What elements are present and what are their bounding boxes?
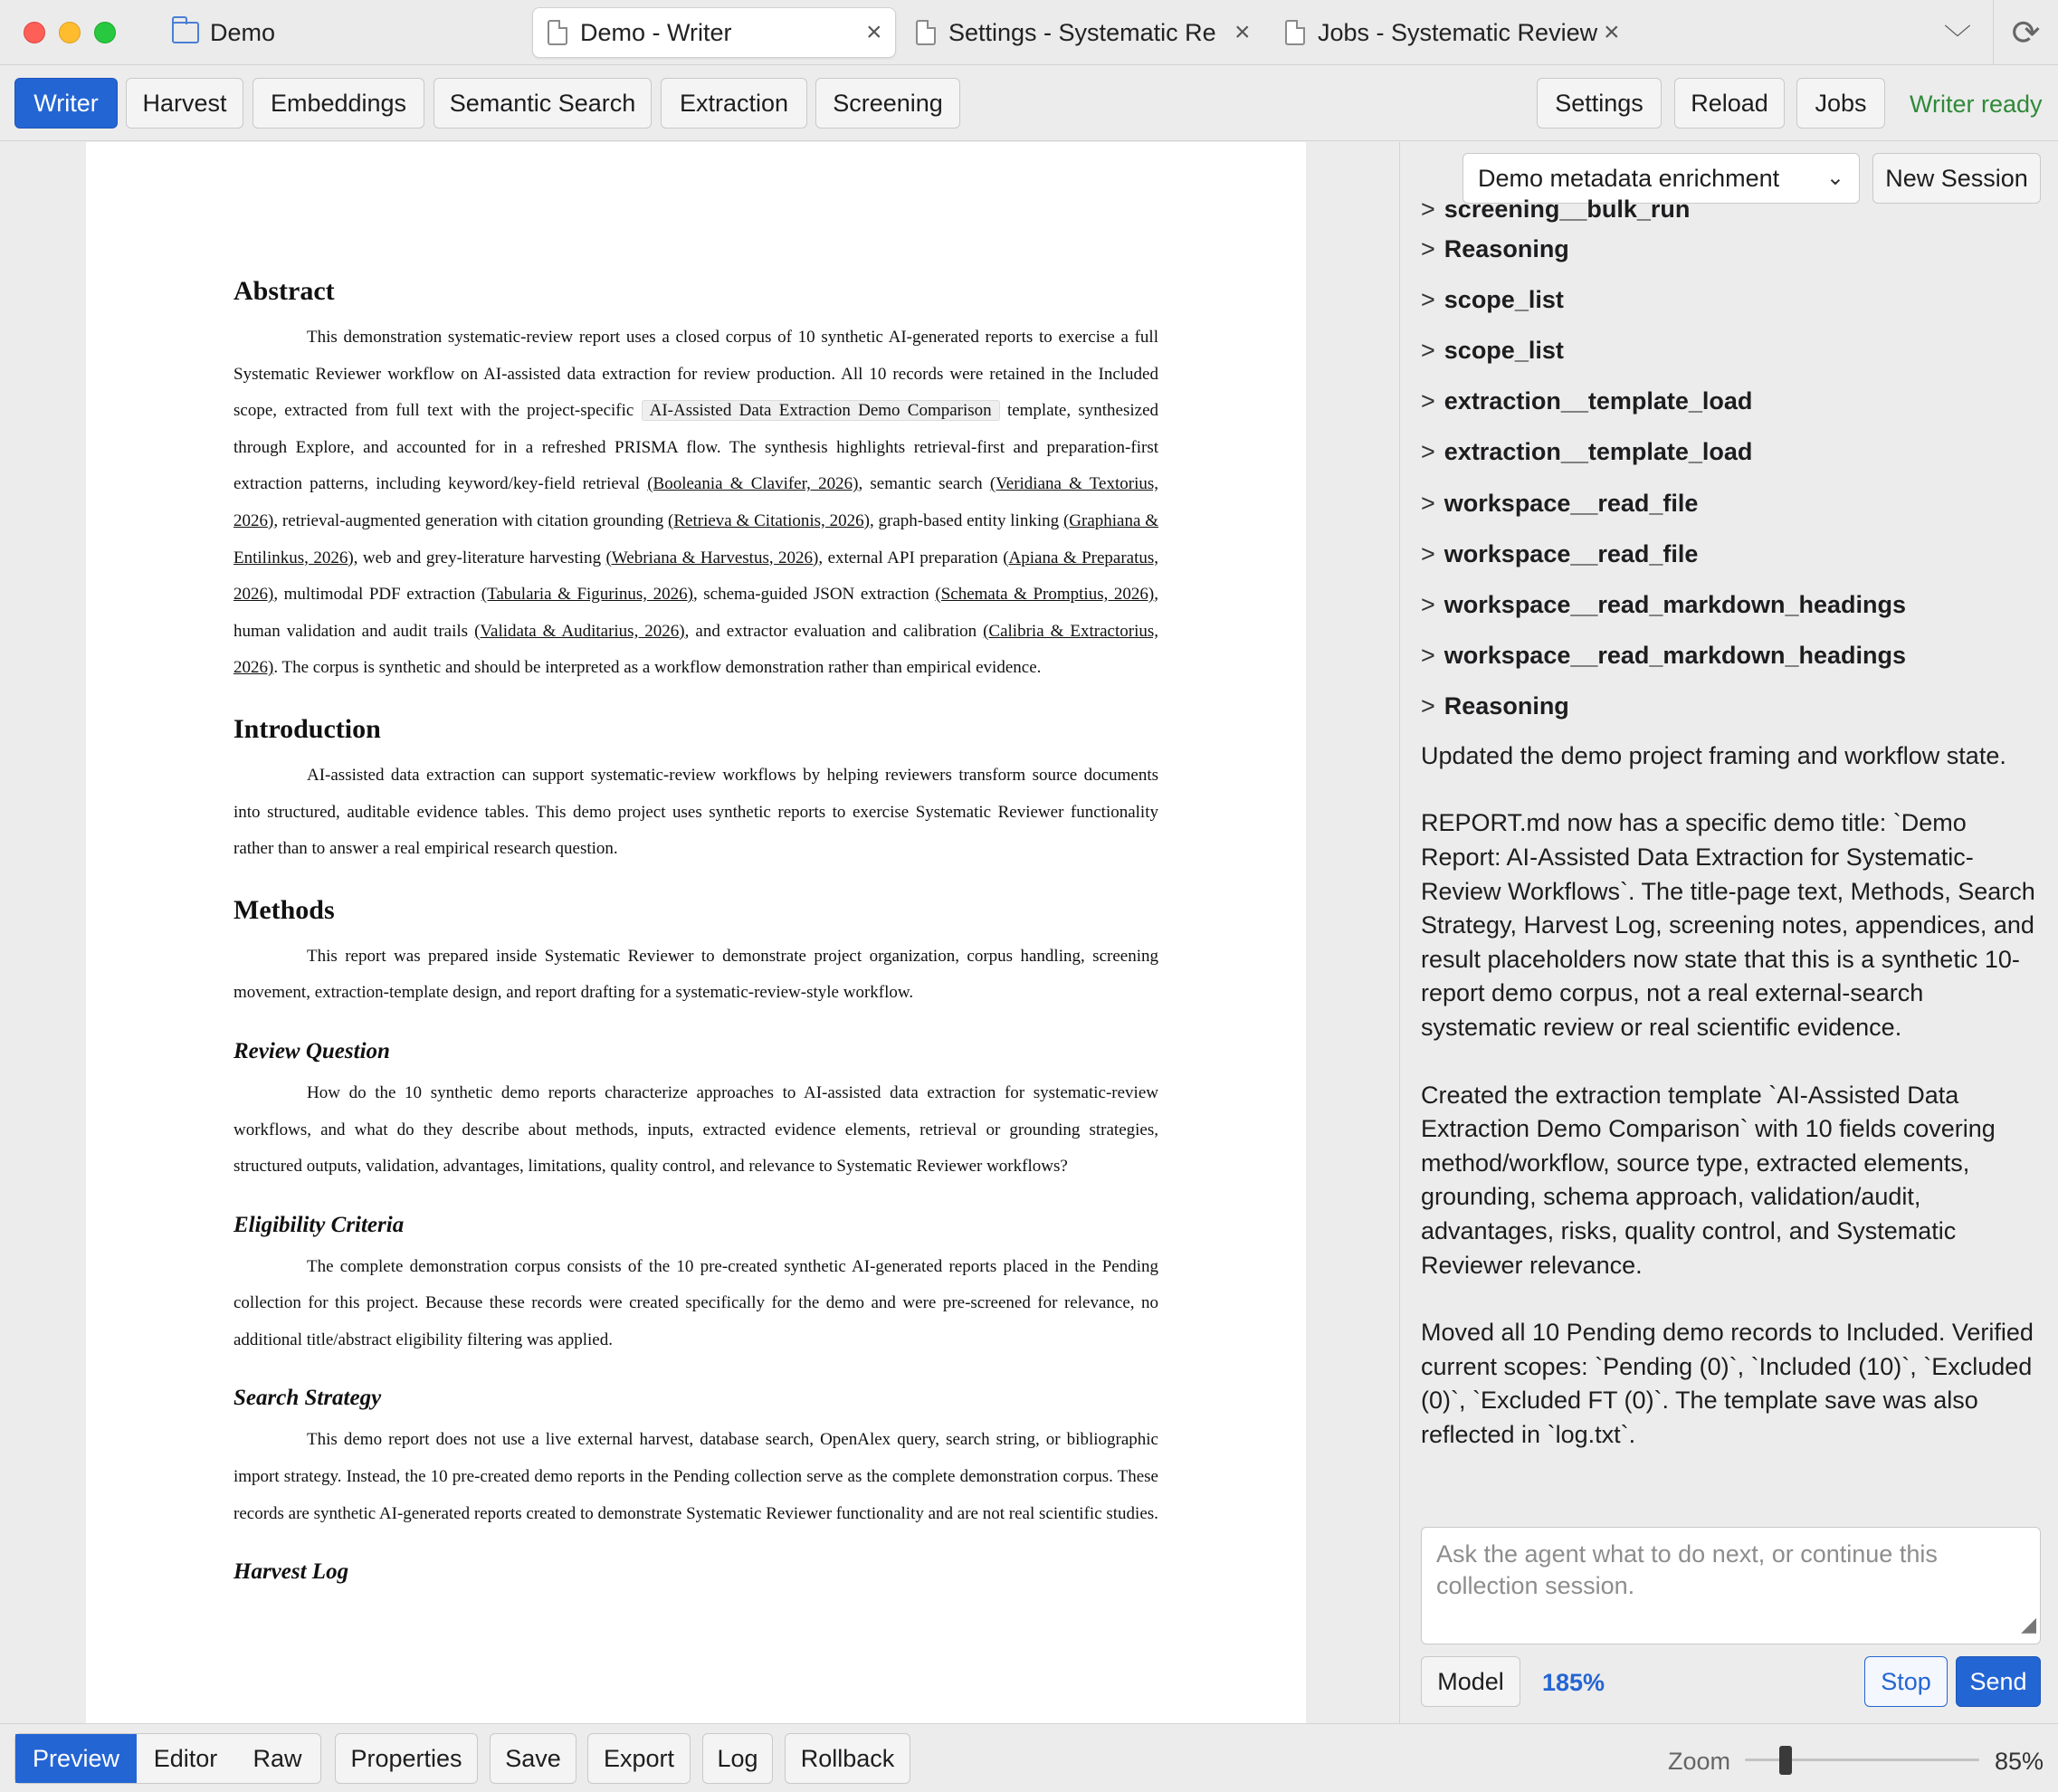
methods-heading: Methods xyxy=(233,894,335,925)
tab-demo-writer[interactable]: Demo - Writer × xyxy=(532,7,896,58)
rollback-button[interactable]: Rollback xyxy=(785,1733,910,1784)
model-button[interactable]: Model xyxy=(1421,1656,1520,1707)
tab-jobs[interactable]: Jobs - Systematic Review × xyxy=(1285,7,1620,58)
log-item[interactable]: > workspace__read_markdown_headings xyxy=(1421,590,1906,618)
eligibility-heading: Eligibility Criteria xyxy=(233,1212,405,1237)
log-item[interactable]: > workspace__read_markdown_headings xyxy=(1421,642,1906,670)
zoom-value: 85% xyxy=(1995,1748,2044,1775)
close-tab-icon[interactable]: × xyxy=(866,17,882,47)
nav-writer-button[interactable]: Writer xyxy=(14,78,118,129)
nav-extraction-button[interactable]: Extraction xyxy=(661,78,807,129)
bottom-bar xyxy=(0,1723,2058,1792)
agent-panel xyxy=(1400,142,2058,1723)
review-question-paragraph: How do the 10 synthetic demo reports characterize approaches to AI-assisted data extraction for systematic-review workflows, and what do they describe about methods, inputs, extracted evidence elements, retrieval or grounding strategies, structured outputs, validation, advantages, limitations, quality control, and relevance to Systematic Reviewer workflows? xyxy=(233,1082,1158,1177)
stop-button[interactable]: Stop xyxy=(1864,1656,1948,1707)
introduction-paragraph: AI-assisted data extraction can support systematic-review workflows by helping reviewers transform source documents into structured, auditable evidence tables. This demo project uses synthetic reports to exercise Systematic Reviewer functionality rather than to answer a real empirical research question. xyxy=(233,765,1158,859)
jobs-button[interactable]: Jobs xyxy=(1796,78,1885,129)
agent-prompt-input[interactable] xyxy=(1421,1527,2041,1644)
log-item[interactable]: > workspace__read_file xyxy=(1421,489,1699,517)
introduction-heading: Introduction xyxy=(233,713,381,744)
agent-transcript[interactable] xyxy=(1421,195,2045,1448)
log-button[interactable]: Log xyxy=(702,1733,773,1784)
raw-view-button[interactable]: Raw xyxy=(252,1744,302,1772)
log-item[interactable]: > screening__bulk_run xyxy=(1421,195,1691,223)
close-tab-icon[interactable]: × xyxy=(1604,17,1620,47)
zoom-label: Zoom xyxy=(1668,1748,1731,1775)
report-content xyxy=(233,276,1158,1596)
chevron-down-icon: ⌄ xyxy=(1825,166,1844,190)
tab-demo[interactable]: Demo xyxy=(172,7,353,58)
methods-paragraph: This report was prepared inside Systematic Reviewer to demonstrate project organization, corpus handling, screening movement, extraction-template design, and report drafting for a systematic-review-style workflow. xyxy=(233,946,1158,1003)
harvest-log-heading: Harvest Log xyxy=(233,1559,349,1585)
settings-button[interactable]: Settings xyxy=(1537,78,1662,129)
citation-link[interactable]: (Apiana & Preparatus, 2026) xyxy=(233,548,1159,605)
citation-link[interactable]: (Booleania & Clavifer, 2026) xyxy=(647,474,859,494)
log-item[interactable]: > extraction__template_load xyxy=(1421,438,1753,466)
prompt-placeholder: Ask the agent what to do next, or continue this collection session. xyxy=(1436,1540,1938,1599)
citation-link[interactable]: (Validata & Auditarius, 2026) xyxy=(474,621,685,641)
review-question-heading: Review Question xyxy=(233,1038,390,1063)
export-button[interactable]: Export xyxy=(587,1733,691,1784)
agent-message: Updated the demo project framing and workflow state. xyxy=(1421,741,2006,769)
close-window-button[interactable] xyxy=(24,22,45,43)
nav-semantic-search-button[interactable]: Semantic Search xyxy=(434,78,652,129)
template-name-chip: AI-Assisted Data Extraction Demo Comparison xyxy=(642,400,1000,421)
agent-message: Moved all 10 Pending demo records to Included. Verified current scopes: `Pending (0)`, `Included (10)`, `Excluded (0)`, `Excluded FT (0)`. The template save was also reflected in `log.txt`. xyxy=(1421,1319,2034,1448)
document-icon xyxy=(1285,20,1305,45)
nav-screening-button[interactable]: Screening xyxy=(815,78,960,129)
document-icon xyxy=(916,20,936,45)
preview-view-button[interactable]: Preview xyxy=(15,1734,137,1783)
citation-link[interactable]: (Calibria & Extractorius, 2026) xyxy=(233,621,1158,678)
zoom-slider-thumb[interactable] xyxy=(1779,1746,1792,1775)
resize-grip-icon[interactable]: ◢ xyxy=(2021,1613,2036,1635)
refresh-icon[interactable]: ⟳ xyxy=(1993,0,2058,65)
tab-settings[interactable]: Settings - Systematic Re × xyxy=(916,7,1251,58)
log-item[interactable]: > scope_list xyxy=(1421,336,1564,364)
status-text: Writer ready xyxy=(1910,91,2043,118)
citation-link[interactable]: (Graphiana & Entilinkus, 2026) xyxy=(233,510,1158,567)
editor-view-button[interactable]: Editor xyxy=(153,1744,218,1772)
log-item[interactable]: > Reasoning xyxy=(1421,692,1569,720)
context-usage-indicator: 185% xyxy=(1542,1669,1605,1696)
document-icon xyxy=(548,20,567,45)
eligibility-paragraph: The complete demonstration corpus consists of the 10 pre-created synthetic AI-generated reports placed in the Pending collection for this project. Because these records were created specifically for the demo and were pre-screened for relevance, no additional title/abstract eligibility filtering was applied. xyxy=(233,1256,1158,1349)
save-button[interactable]: Save xyxy=(490,1733,576,1784)
citation-link[interactable]: (Webriana & Harvestus, 2026) xyxy=(605,548,819,567)
view-mode-segmented-control xyxy=(14,1733,321,1784)
reload-button[interactable]: Reload xyxy=(1674,78,1785,129)
minimize-window-button[interactable] xyxy=(59,22,81,43)
new-session-button[interactable]: New Session xyxy=(1872,153,2041,204)
agent-message: REPORT.md now has a specific demo title: `Demo Report: AI-Assisted Data Extraction for Systematic-Review Workflows`. The title-page text, Methods, Search Strategy, Harvest Log, screening notes, appendices, and result placeholders now state that this is a synthetic 10-report demo corpus, not a real external-search systematic review or real scientific evidence. xyxy=(1421,809,2035,1042)
document-page xyxy=(86,142,1306,1723)
citation-link[interactable]: (Tabularia & Figurinus, 2026) xyxy=(481,585,693,605)
document-preview-area[interactable] xyxy=(0,142,1399,1723)
log-item[interactable]: > Reasoning xyxy=(1421,234,1569,262)
log-item[interactable]: > extraction__template_load xyxy=(1421,387,1753,415)
agent-message: Created the extraction template `AI-Assisted Data Extraction Demo Comparison` with 10 fields covering method/workflow, source type, extracted elements, grounding, schema approach, validation/audit, advantages, risks, quality control, and Systematic Reviewer relevance. xyxy=(1421,1081,1996,1279)
properties-button[interactable]: Properties xyxy=(335,1733,478,1784)
citation-link[interactable]: (Schemata & Promptius, 2026) xyxy=(935,585,1155,605)
search-strategy-heading: Search Strategy xyxy=(233,1386,382,1411)
title-bar xyxy=(0,0,2058,65)
send-button[interactable]: Send xyxy=(1956,1656,2041,1707)
log-item[interactable]: > scope_list xyxy=(1421,285,1564,313)
close-tab-icon[interactable]: × xyxy=(1234,17,1251,47)
search-strategy-paragraph: This demo report does not use a live external harvest, database search, OpenAlex query, search string, or bibliographic import strategy. Instead, the 10 pre-created demo reports in the Pending collection serve as the complete demonstration corpus. These records are synthetic AI-generated reports created to demonstrate Systematic Reviewer functionality and are not real scientific studies. xyxy=(233,1430,1158,1523)
abstract-heading: Abstract xyxy=(233,276,335,306)
log-item[interactable]: > workspace__read_file xyxy=(1421,539,1699,567)
maximize-window-button[interactable] xyxy=(94,22,116,43)
session-select-value: Demo metadata enrichment xyxy=(1478,164,1780,192)
main-toolbar xyxy=(0,65,2058,141)
chevron-down-icon[interactable]: ﹀ xyxy=(1944,24,1971,54)
citation-link[interactable]: (Veridiana & Textorius, 2026) xyxy=(233,474,1158,530)
nav-harvest-button[interactable]: Harvest xyxy=(126,78,243,129)
abstract-paragraph: This demonstration systematic-review report uses a closed corpus of 10 synthetic AI-generated reports to exercise a full Systematic Reviewer workflow on AI-assisted data extraction for review production. All 10 records were retained in the Included scope, extracted from full text with the project-specific AI-Assisted Data Extraction Demo Comparison template, synthesized through Explore, and accounted for in a refreshed PRISMA flow. The synthesis highlights retrieval-first and preparation-first extraction patterns, including keyword/key-field retrieval (Booleania & Clavifer, 2026), semantic search (Veridiana & Textorius, 2026), retrieval-augmented generation with citation grounding (Retrieva & Citationis, 2026), graph-based entity linking (Graphiana & Entilinkus, 2026), web and grey-literature harvesting (Webriana & Harvestus, 2026), external API preparation (Apiana & Preparatus, 2026), multimodal PDF extraction (Tabularia & Figurinus, 2026), schema-guided JSON extraction (Schemata & Promptius, 2026), human validation and audit trails (Validata & Auditarius, 2026), and extractor evaluation and calibration (Calibria & Extractorius, 2026). The corpus is synthetic and should be interpreted as a workflow demonstration rather than empirical evidence. xyxy=(233,328,1159,678)
citation-link[interactable]: (Retrieva & Citationis, 2026) xyxy=(668,510,870,530)
folder-icon xyxy=(172,22,199,43)
nav-embeddings-button[interactable]: Embeddings xyxy=(252,78,424,129)
